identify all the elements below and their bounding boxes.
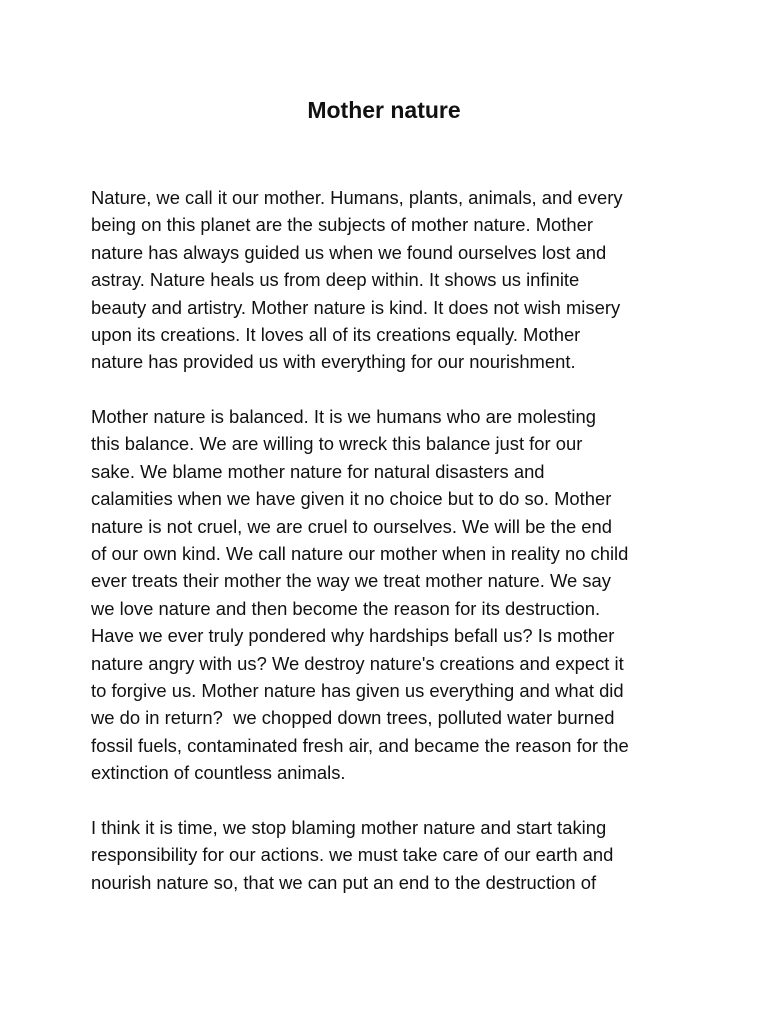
text-line: nourish nature so, that we can put an end to the destruction of — [91, 871, 597, 893]
document-title: Mother nature — [307, 97, 461, 123]
text-line: calamities when we have given it no choice but to do so. Mother — [91, 488, 612, 510]
text-line: nature has provided us with everything for our nourishment. — [91, 351, 576, 373]
text-line: I think it is time, we stop blaming mother nature and start taking — [91, 817, 607, 838]
text-line: Have we ever truly pondered why hardships befall us? Is mother — [91, 625, 615, 647]
paragraph-3 — [91, 814, 691, 896]
text-line: we love nature and then become the reason for its destruction. — [91, 597, 601, 619]
text-line: this balance. We are willing to wreck this balance just for our — [91, 433, 583, 455]
text-line: Mother nature is balanced. It is we humans who are molesting — [91, 406, 596, 427]
text-line: fossil fuels, contaminated fresh air, and became the reason for the — [91, 734, 629, 756]
text-line: to forgive us. Mother nature has given us everything and what did — [91, 680, 624, 702]
text-line: beauty and artistry. Mother nature is kind. It does not wish misery — [91, 296, 621, 318]
text-line: being on this planet are the subjects of mother nature. Mother — [91, 214, 593, 236]
text-line: Nature, we call it our mother. Humans, plants, animals, and every — [91, 187, 623, 208]
text-line: nature has always guided us when we found ourselves lost and — [91, 241, 607, 263]
text-line: upon its creations. It loves all of its creations equally. Mother — [91, 324, 581, 346]
text-line: responsibility for our actions. we must take care of our earth and — [91, 844, 614, 866]
text-line: nature is not cruel, we are cruel to ourselves. We will be the end — [91, 515, 612, 537]
text-line: sake. We blame mother nature for natural disasters and — [91, 460, 545, 482]
text-line: astray. Nature heals us from deep within. It shows us infinite — [91, 269, 580, 291]
text-line: we do in return? we chopped down trees, polluted water burned — [91, 707, 615, 729]
paragraph-1 — [91, 184, 691, 376]
text-line: extinction of countless animals. — [91, 762, 346, 784]
text-line: of our own kind. We call nature our mother when in reality no child — [91, 543, 629, 565]
text-line: ever treats their mother the way we treat mother nature. We say — [91, 570, 611, 592]
paragraph-2 — [91, 403, 691, 787]
text-line: nature angry with us? We destroy nature's creations and expect it — [91, 652, 624, 674]
